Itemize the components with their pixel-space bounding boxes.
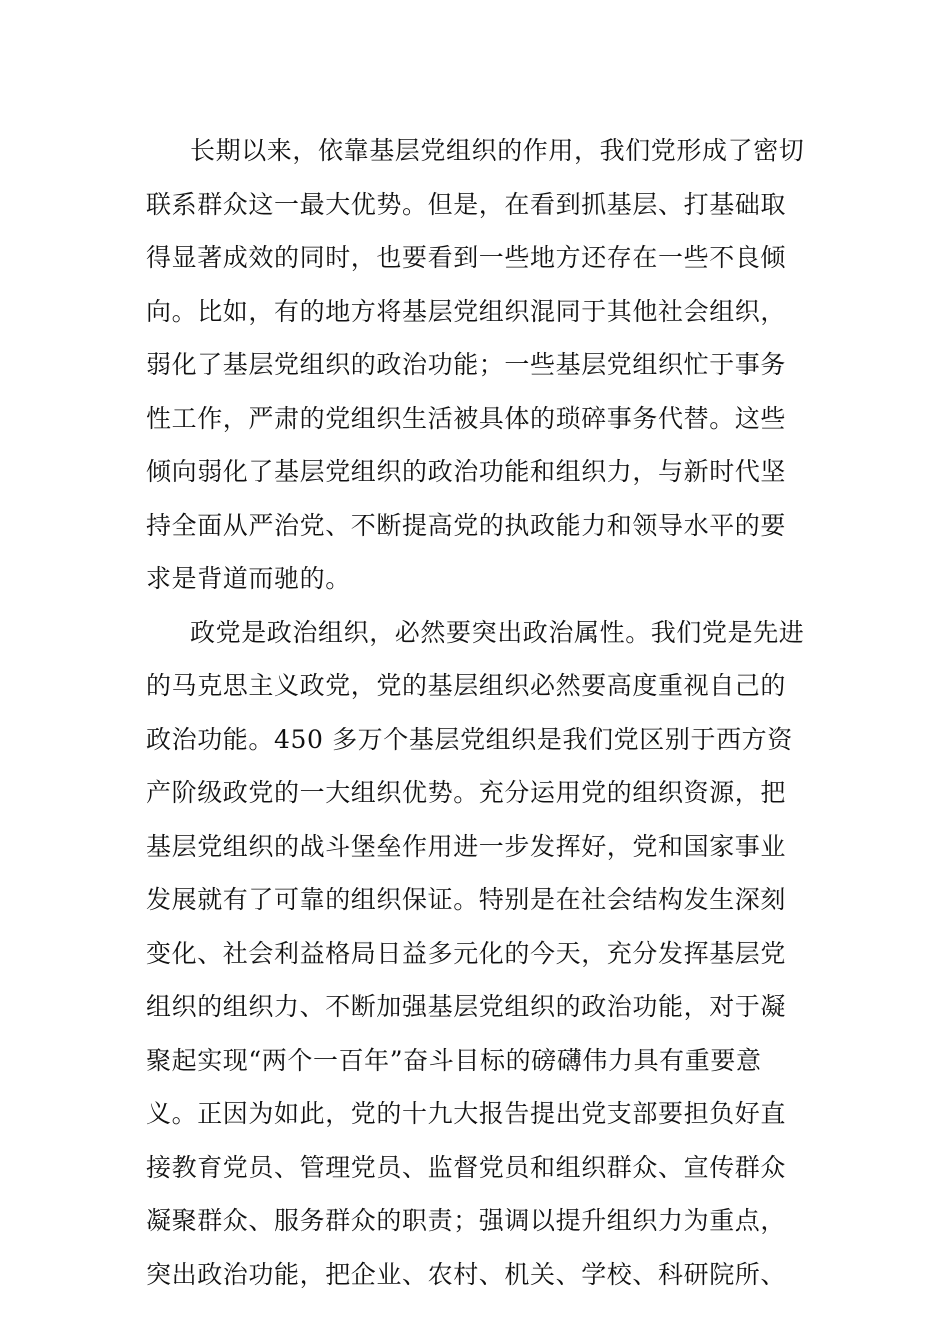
paragraph-line: 义。正因为如此，党的十九大报告提出党支部要担负好直 <box>146 1099 787 1128</box>
paragraph-line: 倾向弱化了基层党组织的政治功能和组织力，与新时代坚 <box>146 457 787 486</box>
paragraph-line: 弱化了基层党组织的政治功能；一些基层党组织忙于事务 <box>146 350 787 379</box>
paragraph-line: 聚起实现“两个一百年”奋斗目标的磅礴伟力具有重要意 <box>146 1045 762 1075</box>
paragraph-line: 长期以来，依靠基层党组织的作用，我们党形成了密切 <box>190 136 805 165</box>
paragraph-line: 政治功能。450 多万个基层党组织是我们党区别于西方资 <box>146 724 793 754</box>
paragraph-line: 突出政治功能，把企业、农村、机关、学校、科研院所、 <box>146 1259 787 1289</box>
paragraph-line: 变化、社会利益格局日益多元化的今天，充分发挥基层党 <box>146 938 787 968</box>
paragraph-line: 求是背道而驰的。 <box>146 564 351 593</box>
paragraph-line: 凝聚群众、服务群众的职责；强调以提升组织力为重点， <box>146 1206 787 1235</box>
paragraph-line: 组织的组织力、不断加强基层党组织的政治功能，对于凝 <box>146 992 787 1021</box>
paragraph-line: 持全面从严治党、不断提高党的执政能力和领导水平的要 <box>146 510 787 540</box>
paragraph-line: 产阶级政党的一大组织优势。充分运用党的组织资源，把 <box>146 778 787 807</box>
paragraph-line: 性工作，严肃的党组织生活被具体的琐碎事务代替。这些 <box>146 403 787 433</box>
paragraph-line: 联系群众这一最大优势。但是，在看到抓基层、打基础取 <box>146 189 787 219</box>
paragraph-line: 发展就有了可靠的组织保证。特别是在社会结构发生深刻 <box>146 885 787 914</box>
paragraph-2 <box>146 606 806 1302</box>
paragraph-line: 接教育党员、管理党员、监督党员和组织群众、宣传群众 <box>146 1152 787 1182</box>
paragraph-line: 的马克思主义政党，党的基层组织必然要高度重视自己的 <box>146 671 787 700</box>
body-text <box>146 124 806 1301</box>
paragraph-line: 政党是政治组织，必然要突出政治属性。我们党是先进 <box>190 617 805 647</box>
paragraph-1 <box>146 124 806 606</box>
paragraph-line: 基层党组织的战斗堡垒作用进一步发挥好，党和国家事业 <box>146 831 787 861</box>
paragraph-line: 得显著成效的同时，也要看到一些地方还存在一些不良倾 <box>146 243 787 272</box>
paragraph-line: 向。比如，有的地方将基层党组织混同于其他社会组织， <box>146 296 787 326</box>
